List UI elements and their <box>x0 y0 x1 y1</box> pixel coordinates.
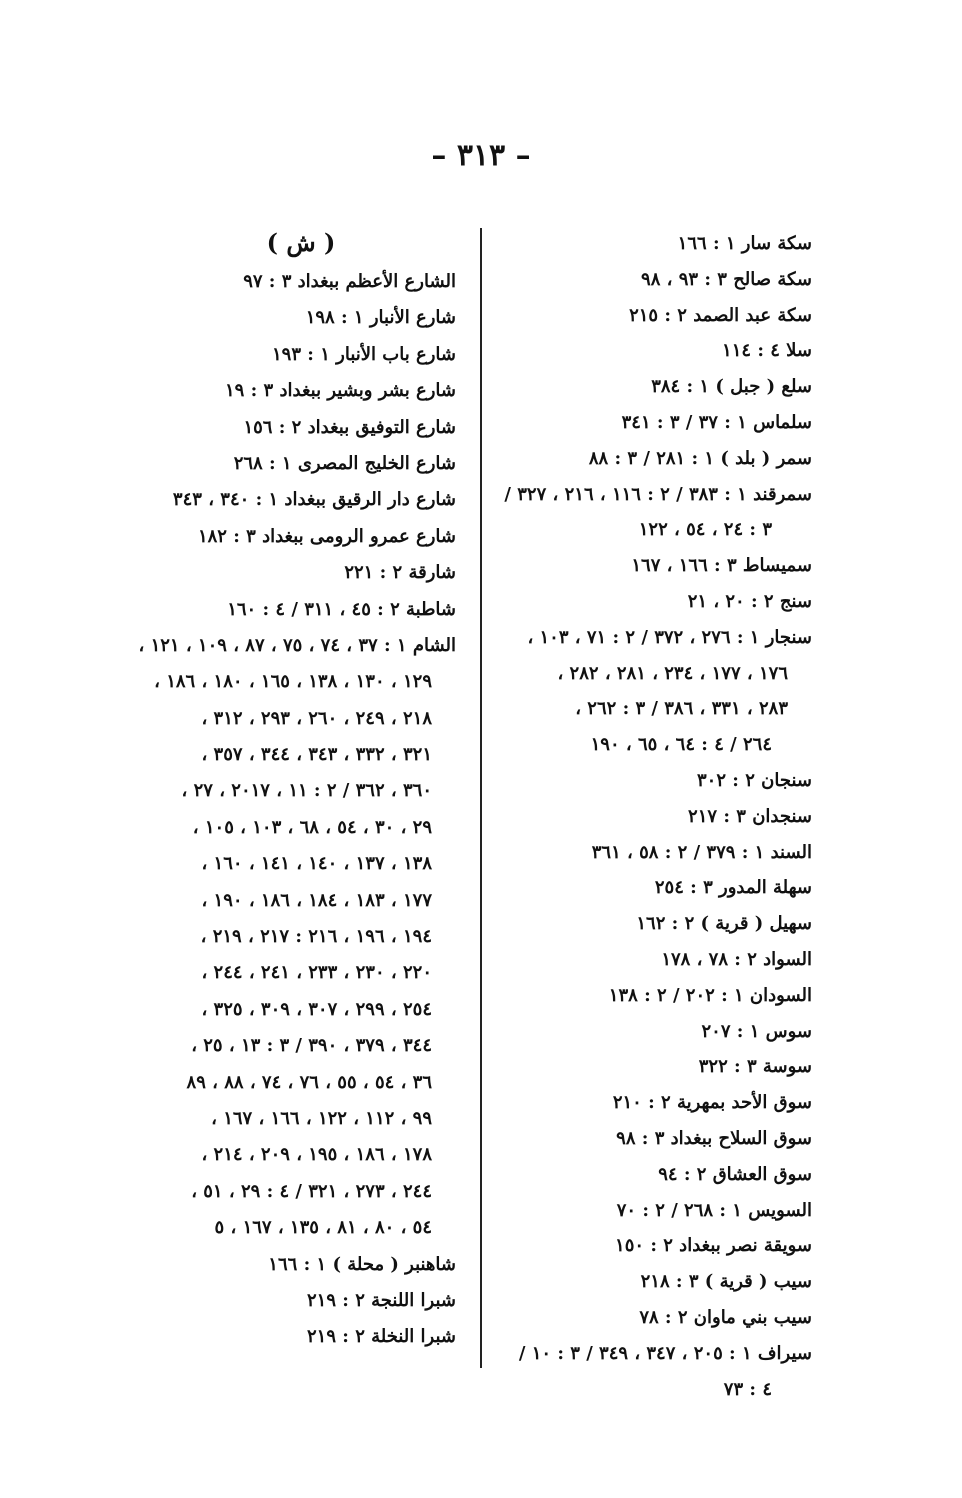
left-entries <box>86 264 456 1356</box>
index-entry: شبرا النخلة ٢ : ٢١٩ <box>307 1326 456 1348</box>
index-entry: السند ١ : ٣٧٩ / ٢ : ٥٨ ، ٣٦١ <box>591 841 812 863</box>
index-entry: ٢٤٤ ، ٢٧٣ ، ٣٢١ / ٤ : ٢٩ ، ٥١ ، <box>191 1180 432 1202</box>
index-entry: ١٩٤ ، ١٩٦ ، ٢١٦ : ٢١٧ ، ٢١٩ ، <box>200 926 432 948</box>
index-entry: السودان ١ : ٢٠٢ / ٢ : ١٣٨ <box>608 984 812 1006</box>
index-entry: سوق العشاق ٢ : ٩٤ <box>658 1163 812 1185</box>
index-entry: ١٢٩ ، ١٣٠ ، ١٣٨ ، ١٦٥ ، ١٨٠ ، ١٨٦ ، <box>154 671 432 693</box>
index-entry: سوق السلاح ببغداد ٣ : ٩٨ <box>616 1127 812 1149</box>
column-divider <box>480 228 482 1368</box>
index-entry: الشام ١ : ٣٧ ، ٧٤ ، ٧٥ ، ٨٧ ، ١٠٩ ، ١٢١ ، <box>138 634 456 656</box>
index-entry: الشارع الأعظم ببغداد ٣ : ٩٧ <box>243 271 456 292</box>
index-entry: شاهنبر ( محلة ) ١ : ١٦٦ <box>268 1253 456 1275</box>
index-entry: سيراف ١ : ٢٠٥ ، ٣٤٧ ، ٣٤٩ / ٣ : ١٠ / <box>518 1342 812 1364</box>
index-entry: ٤ : ٧٣ <box>723 1378 772 1400</box>
index-entry: ١٧٧ ، ١٨٣ ، ١٨٤ ، ١٨٦ ، ١٩٠ ، <box>201 889 432 911</box>
section-letter-heading: ( ش ) <box>266 228 336 257</box>
index-entry: ٥٤ ، ٨٠ ، ٨١ ، ١٣٥ ، ١٦٧ ، ٥ <box>214 1217 432 1239</box>
index-entry: ٢٩ ، ٣٠ ، ٥٤ ، ٦٨ ، ١٠٣ ، ١٠٥ ، <box>192 816 432 838</box>
index-entry: ٢١٨ ، ٢٤٩ ، ٢٦٠ ، ٢٩٣ ، ٣١٢ ، <box>201 707 432 729</box>
index-entry: سنج ٢ : ٢٠ ، ٢١ <box>687 590 812 612</box>
index-entry: ٢٨٣ ، ٣٣١ ، ٣٨٦ / ٣ : ٢٦٢ ، <box>575 698 788 720</box>
index-entry: شارع دار الرقيق ببغداد ١ : ٣٤٠ ، ٣٤٣ <box>172 489 456 511</box>
index-entry: السويس ١ : ٢٦٨ / ٢ : ٧٠ <box>616 1199 812 1221</box>
index-entry: سكة صالح ٣ : ٩٣ ، ٩٨ <box>641 268 812 290</box>
index-entry: ٢٦٤ / ٤ : ٦٤ ، ٦٥ ، ١٩٠ <box>590 734 772 756</box>
index-entry: ٢٥٤ ، ٢٩٩ ، ٣٠٧ ، ٣٠٩ ، ٣٢٥ ، <box>201 998 432 1020</box>
index-entry: ١٣٨ ، ١٣٧ ، ١٤٠ ، ١٤١ ، ١٦٠ ، <box>201 853 432 875</box>
page-number: – ٣١٣ – <box>431 138 531 173</box>
index-entry: ١٧٨ ، ١٨٦ ، ١٩٥ ، ٢٠٩ ، ٢١٤ ، <box>201 1144 432 1166</box>
index-entry: ٢٢٠ ، ٢٣٠ ، ٢٣٣ ، ٢٤١ ، ٢٤٤ ، <box>201 962 432 984</box>
index-entry: سلع ( جبل ) ١ : ٣٨٤ <box>651 376 812 398</box>
index-entry: ٣ : ٢٤ ، ٥٤ ، ١٢٢ <box>638 519 772 541</box>
index-entry: سكة عبد الصمد ٢ : ٢١٥ <box>629 304 812 326</box>
index-entry: شارع الأنبار ١ : ١٩٨ <box>305 307 456 329</box>
right-column <box>492 226 812 1407</box>
index-entry: سوق الأحد بمهرية ٢ : ٢١٠ <box>612 1092 812 1114</box>
index-entry: سوسة ٣ : ٣٢٢ <box>698 1056 812 1078</box>
index-entry: سمرقند ١ : ٣٨٣ / ٢ : ١١٦ ، ٢١٦ ، ٣٢٧ / <box>504 483 812 505</box>
index-entry: سكة سار ١ : ١٦٦ <box>677 233 812 254</box>
index-entry: سهلة المدور ٣ : ٢٥٤ <box>654 877 812 899</box>
index-entry: شارع الخليج المصرى ١ : ٢٦٨ <box>233 452 456 474</box>
index-entry: شارع عمرو الرومى ببغداد ٣ : ١٨٢ <box>197 525 456 547</box>
index-entry: سمر ( بلد ) ١ : ٢٨١ / ٣ : ٨٨ <box>588 447 812 469</box>
index-entry: شاطبة ٢ : ٤٥ ، ٣١١ / ٤ : ١٦٠ <box>227 598 456 620</box>
index-entry: ٣٦٠ ، ٣٦٢ / ٢ : ١١ ، ٢٠١٧ ، ٢٧ ، <box>181 780 432 802</box>
index-entry: ٣٢١ ، ٣٣٢ ، ٣٤٣ ، ٣٤٤ ، ٣٥٧ ، <box>201 744 432 766</box>
index-entry: ١٧٦ ، ١٧٧ ، ٢٣٤ ، ٢٨١ ، ٢٨٢ ، <box>557 662 788 684</box>
index-entry: شارع بشر وبشير ببغداد ٣ : ١٩ <box>225 380 456 402</box>
index-entry: سيب ( قرية ) ٣ : ٢١٨ <box>640 1271 812 1293</box>
index-entry: السواد ٢ : ٧٨ ، ١٧٨ <box>661 948 812 970</box>
index-entry: سيب بني ماوان ٢ : ٧٨ <box>639 1306 812 1328</box>
index-entry: سوس ١ : ٢٠٧ <box>701 1020 812 1042</box>
index-entry: ٩٩ ، ١١٢ ، ١٢٢ ، ١٦٦ ، ١٦٧ ، <box>211 1107 432 1129</box>
index-entry: سلا ٤ : ١١٤ <box>722 340 812 362</box>
index-entry: سميساط ٣ : ١٦٦ ، ١٦٧ <box>631 555 812 577</box>
left-column <box>86 222 456 1356</box>
index-entry: ٣٦ ، ٥٤ ، ٥٥ ، ٧٦ ، ٧٤ ، ٨٨ ، ٨٩ <box>186 1071 432 1093</box>
index-entry: سنجدان ٣ : ٢١٧ <box>688 805 812 827</box>
index-entry: سهيل ( قرية ) ٢ : ١٦٢ <box>636 913 812 935</box>
index-entry: سويقة نصر ببغداد ٢ : ١٥٠ <box>615 1235 812 1257</box>
index-entry: شارع باب الأنبار ١ : ١٩٣ <box>272 343 456 365</box>
index-entry: شارع التوفيق ببغداد ٢ : ١٥٦ <box>243 416 456 438</box>
index-entry: ٣٤٤ ، ٣٧٩ ، ٣٩٠ / ٣ : ١٣ ، ٢٥ ، <box>191 1035 432 1057</box>
index-entry: شارقة ٢ : ٢٢١ <box>344 562 456 584</box>
index-entry: سلماس ١ : ٣٧ / ٣ : ٣٤١ <box>621 411 812 433</box>
index-entry: سنجار ١ : ٢٧٦ ، ٣٧٢ / ٢ : ٧١ ، ١٠٣ ، <box>527 626 812 648</box>
index-entry: شبرا اللنجة ٢ : ٢١٩ <box>307 1289 456 1311</box>
index-entry: سنجان ٢ : ٣٠٢ <box>697 769 812 791</box>
